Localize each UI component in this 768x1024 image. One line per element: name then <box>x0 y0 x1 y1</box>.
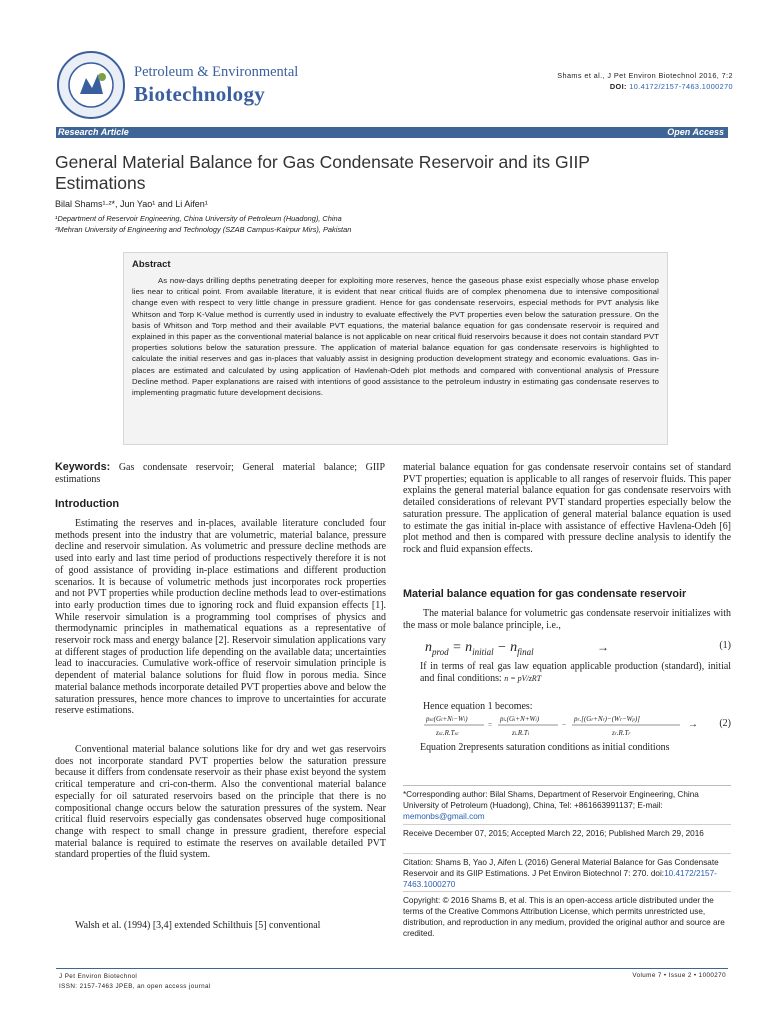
abstract-text: As now-days drilling depths penetrating deeper for exploiting more reserves, hence the gaseous phase exist especially whose phase envelop lies near to critical point. From available literature, it is evident that near critical fluids are of complex phenomena due to intensive compositional change even with respect to very little change in pressure gradient. Hence for gas condensate reservoirs, especial methods for PVT analysis like Whitson and Torp K-Value method is currently used in industry to evaluate effectively the PVT properties even below the saturation pressure. On the basis of Whitson and Torp method and their available PVT equations, the material balance equation for gas condensate reservoir is required and explained in this paper as the conventional material balance is not applicable on near critical fluid reservoirs because it does not contain standard PVT properties solutions below the saturation pressure. The application of material balance equation for gas condensate reservoirs is highlighted to calculate the initial reserves and gas in-places that valuably assist in designing production development strategy and economic evaluations. Gas in-places are estimated and calculated by using application of Havlenah-Odeh plot methods and compared with conventional analysis of Pressure Decline method. Paper explanations are raised with intentions of good assistance to the petroleum industry in estimating gas condensate reserves to implementing pragmatic future development decisions. <box>132 276 659 398</box>
footer-journal: J Pet Environ Biotechnol ISSN: 2157-7463 JPEB, an open access journal <box>59 973 211 990</box>
author-email-link[interactable]: memonbs@gmail.com <box>403 812 485 821</box>
journal-name-main: Biotechnology <box>134 82 266 106</box>
doi-link[interactable]: 10.4172/2157-7463.1000270 <box>629 82 733 91</box>
article-type-band <box>56 127 728 138</box>
right-paragraph-2: The material balance for volumetric gas condensate reservoir initializes with the mass or mole balance principle, i.e., <box>403 608 731 631</box>
svg-text:→: → <box>688 719 698 730</box>
introduction-heading: Introduction <box>55 498 120 510</box>
header-citation: Shams et al., J Pet Environ Biotechnol 2016, 7:2 DOI: 10.4172/2157-7463.1000270 <box>557 71 733 91</box>
svg-text:−: − <box>562 721 566 729</box>
svg-text:psc(Gi+Ni−Wi): psc(Gi+Ni−Wi) <box>426 715 468 723</box>
equation-1: $n_{prod} = n_{initial} - n_{final}$ → (1) <box>425 640 731 657</box>
abstract-heading: Abstract <box>132 259 171 270</box>
copyright-note: Copyright: © 2016 Shams B, et al. This is an open-access article distributed under the terms of the Creative Commons Attribution License, which permits unrestricted use, distribution, and reproduction in any medium, provided the original author and source are credited. <box>403 891 731 939</box>
citation-note: Citation: Shams B, Yao J, Aifen L (2016) General Material Balance for Gas Condensate Reservoir and its GIIP Estimations. J Pet Environ Biotechnol 7: 270. doi:10.4172/2157-7463.1000270 <box>403 853 731 890</box>
journal-name: Petroleum & Environmental <box>134 64 299 80</box>
svg-text:=: = <box>488 721 492 729</box>
svg-text:pr.[(Gr+Nr)−(Wr−Wp)]: pr.[(Gr+Nr)−(Wr−Wp)] <box>574 715 640 723</box>
svg-text:pi.(Gi+N+Wi): pi.(Gi+N+Wi) <box>500 715 540 723</box>
footer-rule <box>56 968 728 969</box>
svg-text:zr.R.Tr: zr.R.Tr <box>612 729 631 737</box>
paper-title: General Material Balance for Gas Condensate Reservoir and its GIIP Estimations <box>55 152 590 193</box>
material-balance-heading: Material balance equation for gas condensate reservoir <box>403 588 687 600</box>
footer-volume: Volume 7 • Issue 2 • 1000270 <box>632 972 726 979</box>
received-dates: Receive December 07, 2015; Accepted March 22, 2016; Published March 29, 2016 <box>403 824 731 839</box>
authors: Bilal Shams¹·²*, Jun Yao¹ and Li Aifen¹ <box>55 199 208 209</box>
svg-text:zsc.R.Tsc: zsc.R.Tsc <box>436 729 459 737</box>
right-paragraph-5: Equation 2represents saturation conditions as initial conditions <box>420 742 670 753</box>
right-paragraph-1: material balance equation for gas condensate reservoir contains set of standard PVT properties; equation is applicable to all ranges of reservoir fluids. This paper explains the general material balance equation for gas condensate reservoirs with detailed considerations of relevant PVT standard properties especially below the saturation pressure. The application of general material balance equation is used to estimate the gas initial in-place with assistance of effective Havlena-Odeh [6] plot method and then is compared with pressure decline analysis to identify the rock and fluid expansion effects. <box>403 462 731 555</box>
corresponding-author: *Corresponding author: Bilal Shams, Department of Reservoir Engineering, China University of Petroleum (Huadong), China, Tel: +861663991137; E-mail: memonbs@gmail.com <box>403 790 699 821</box>
right-paragraph-3: If in terms of real gas law equation applicable production (standard), initial and final conditions: n = pV/zRT <box>420 661 731 684</box>
open-access-label: Open Access <box>667 127 724 137</box>
citation-doi-link[interactable]: 10.4172/2157-7463.1000270 <box>403 869 717 889</box>
intro-paragraph-1: Estimating the reserves and in-places, available literature concluded four methods present into the industry that are volumetric, material balance, pressure decline and reservoir simulation. As volumetric and pressure decline methods are used into early and last time period of productions respectively therefore it is not of good assistance of providing in-place estimations and different production scenarios. It is because of volumetric methods just incorporates rock properties and not PVT properties while production decline methods lead to over-estimations into early production times due to ignoring rock and fluid expansion effects [1]. While reservoir simulation is a programming tool comprises of physics and thermodynamic principles in mathematical equations as a representative of reservoir rock mass and energy balance [2]. Reservoir simulation applications vary at different stages of production life depending on the available data; uncertainties lead to inaccuracies. Cumulative work-office of reservoir simulation principle is dependent of material balance solutions for fluid flow in porous media. Since material balance methods incorporate detailed PVT properties above and below the saturation pressures, hence more chances to improve to uncertainties for accurate reserve estimations. <box>55 518 386 717</box>
equation-2-number: (2) <box>719 718 731 729</box>
keywords: Keywords: Gas condensate reservoir; General material balance; GIIP estimations <box>55 461 385 485</box>
svg-text:zi.R.Ti: zi.R.Ti <box>512 729 530 737</box>
intro-paragraph-2: Conventional material balance solutions like for dry and wet gas reservoirs does not incorporate standard PVT properties below the saturation pressure because it differs from condensate reservoir as their phase exist beyond the system critical temperature and cri-con-therm. Also the conventional material balance especially for oil saturated reservoirs based on the principle that there is no compositional change occurs below the saturation pressures of the system. Near critical fluid reservoirs especially gas condensates observed huge compositional change with respect to small change in pressure gradient, therefore especial material balance is required to estimate the reserves on available detailed PVT standard properties of the fluid system. <box>55 744 386 861</box>
research-article-label: Research Article <box>58 127 129 137</box>
equation-2 <box>420 712 731 740</box>
footnote-divider <box>403 785 731 786</box>
right-paragraph-4: Hence equation 1 becomes: <box>423 701 533 712</box>
affiliations: ¹Department of Reservoir Engineering, China University of Petroleum (Huadong), China ²Mehran University of Engineering and Technology (SZAB Campus-Kairpur Mirs), Pakistan <box>55 214 352 234</box>
journal-logo <box>56 50 126 120</box>
equation-1-number: (1) <box>719 640 731 651</box>
abstract-box <box>123 252 668 445</box>
intro-paragraph-3: Walsh et al. (1994) [3,4] extended Schilthuis [5] conventional <box>75 920 321 931</box>
